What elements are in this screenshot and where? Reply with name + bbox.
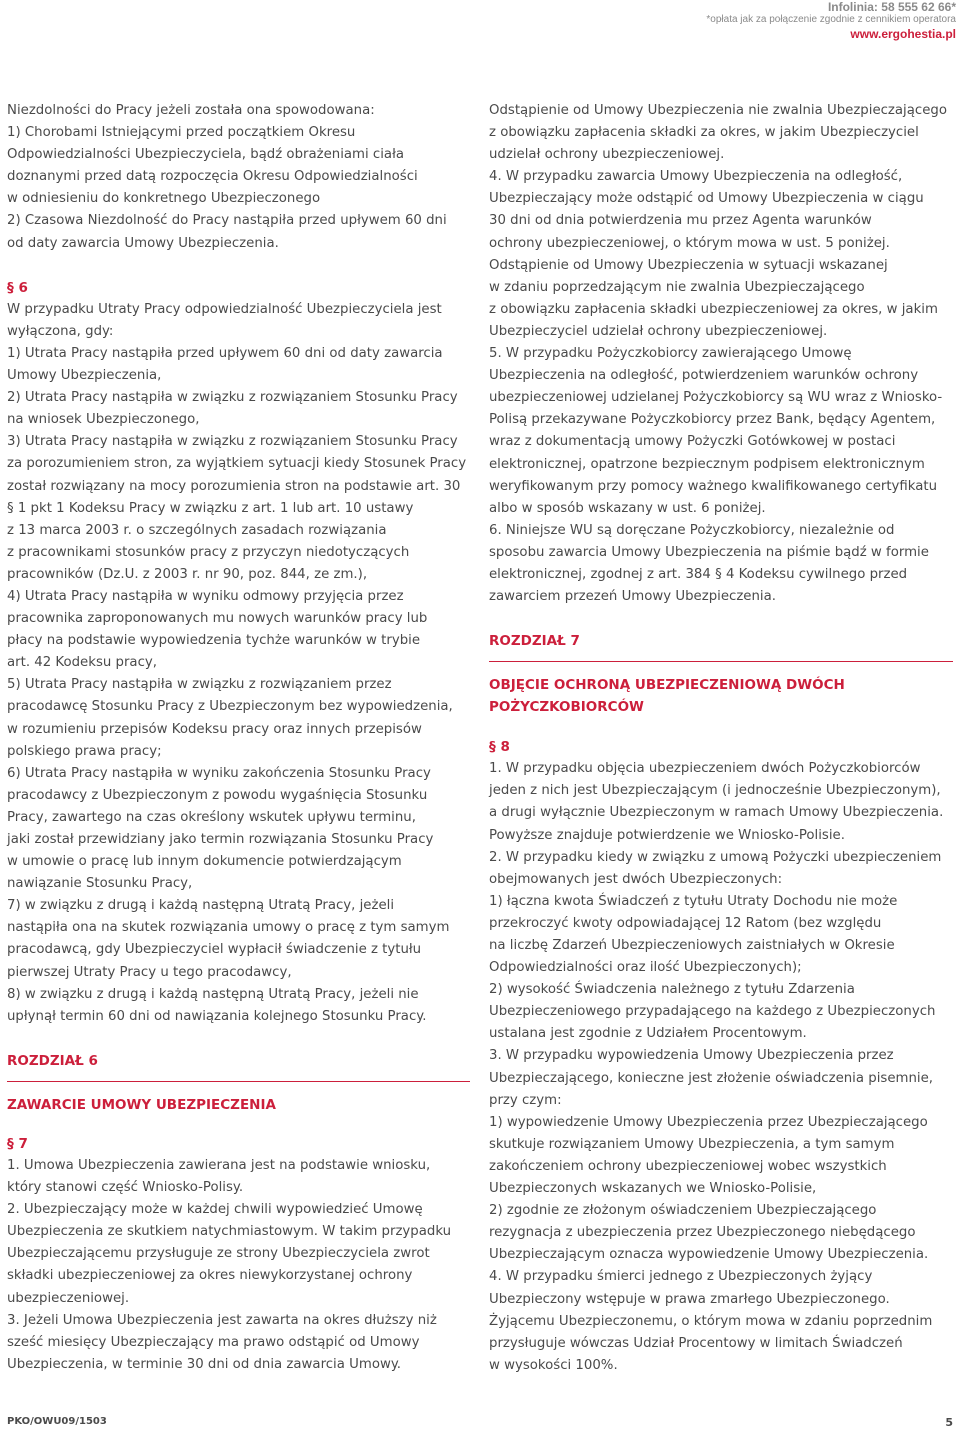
section-8-text: 1. W przypadku objęcia ubezpieczeniem dwóch Pożyczkobiorców jeden z nich jest Ubezpieczającym (i jednocześnie Ubezpieczonym), a drugi wyłącznie Ubezpieczonym w ramach Umowy Ubezpieczenia. Powyższe znajduje potwierdzenie we Wniosko-Polisie. 2. W przypadku kiedy w związku z umową Pożyczki ubezpieczeniem obejmowanych jest dwóch Ubezpieczonych: 1) łączna kwota Świadczeń z tytułu Utraty Dochodu nie może przekroczyć kwoty odpowiadającej 12 Ratom (bez względu na liczbę Zdarzeń Ubezpieczeniowych zaistniałych w Okresie Odpowiedzialności oraz ilość Ubezpieczonych); 2) wysokość Świadczenia należnego z tytułu Zdarzenia Ubezpieczeniowego przypadającego na każdego z Ubezpieczonych ustalana jest zgodnie z Udziałem Procentowym. 3. W przypadku wypowiedzenia Umowy Ubezpieczenia przez Ubezpieczającego, konieczne jest złożenie oświadczenia pisemnie, przy czym: 1) wypowiedzenie Umowy Ubezpieczenia przez Ubezpieczającego skutkuje rozwiązaniem Umowy Ubezpieczenia, a tym samym zakończeniem ochrony ubezpieczeniowej wobec wszystkich Ubezpieczonych wskazanych we Wniosko-Polisie, 2) zgodnie ze złożonym oświadczeniem Ubezpieczającego rezygnacja z ubezpieczenia przez Ubezpieczonego niebędącego Ubezpieczającym oznacza wypowiedzenie Umowy Ubezpieczenia. 4. W przypadku śmierci jednego z Ubezpieczonych żyjący Ubezpieczony wstępuje w prawa zmarłego Ubezpieczonego. Żyjącemu Ubezpieczonemu, o którym mowa w zdaniu poprzednim przysługuje wówczas Udział Procentowy w limitach Świadczeń w wysokości 100%. — [489, 761, 944, 1373]
right-intro-text: Odstąpienie od Umowy Ubezpieczenia nie zwalnia Ubezpieczającego z obowiązku zapłacenia składki za okres, w jakim Ubezpieczyciel udzielał ochrony ubezpieczeniowej. 4. W przypadku zawarcia Umowy Ubezpieczenia na odległość, Ubezpieczający może odstąpić od Umowy Ubezpieczenia w ciągu 30 dni od dnia potwierdzenia mu przez Agenta warunków ochrony ubezpieczeniowej, o którym mowa w ust. 5 poniżej. Odstąpienie od Umowy Ubezpieczenia w sytuacji wskazanej w zdaniu poprzedzającym nie zwalnia Ubezpieczającego z obowiązku zapłacenia składki ubezpieczeniowej za okres, w jakim Ubezpieczyciel udzielał ochrony ubezpieczeniowej. 5. W przypadku Pożyczkobiorcy zawierającego Umowę Ubezpieczenia na odległość, potwierdzeniem warunków ochrony ubezpieczeniowej udzielanej Pożyczkobiorcy są WU wraz z Wniosko- Polisą przekazywane Pożyczkobiorcy przez Bank, będący Agentem, wraz z dokumentacją umowy Pożyczki Gotówkowej w postaci elektronicznej, opatrzone bezpiecznym podpisem elektronicznym weryfikowanym przy pomocy ważnego kwalifikowanego certyfikatu albo w sposób wskazany w ust. 6 poniżej. 6. Niniejsze WU są doręczane Pożyczkobiorcy, niezależnie od sposobu zawarcia Umowy Ubezpieczenia na piśmie bądź w formie elektronicznej, zgodnej z art. 384 § 4 Kodeksu cywilnego przed zawarciem przezeń Umowy Ubezpieczenia. — [489, 103, 947, 605]
right-column — [489, 100, 953, 1377]
chapter-7-title: OBJĘCIE OCHRONĄ UBEZPIECZENIOWĄ DWÓCH POŻYCZKOBIORCÓW — [489, 677, 845, 716]
hotline-fee-note: *opłata jak za połączenie zgodnie z cennikiem operatora — [706, 14, 956, 25]
left-column — [7, 100, 470, 1376]
section-7-text: 1. Umowa Ubezpieczenia zawierana jest na podstawie wniosku, który stanowi część Wniosko-Polisy. 2. Ubezpieczający może w każdej chwili wypowiedzieć Umowę Ubezpieczenia ze skutkiem natychmiastowym. W takim przypadku Ubezpieczającemu przysługuje ze strony Ubezpieczyciela zwrot składki ubezpieczeniowej za okres niewykorzystanej ochrony ubezpieczeniowej. 3. Jeżeli Umowa Ubezpieczenia jest zawarta na okres dłuższy niż sześć miesięcy Ubezpieczający ma prawo odstąpić od Umowy Ubezpieczenia, w terminie 30 dni od dnia zawarcia Umowy. — [7, 1157, 452, 1372]
document-code: PKO/OWU09/1503 — [7, 1416, 107, 1427]
chapter-6-title: ZAWARCIE UMOWY UBEZPIECZENIA — [7, 1096, 276, 1113]
section-6-text: W przypadku Utraty Pracy odpowiedzialność Ubezpieczyciela jest wyłączona, gdy: 1) Utrata Pracy nastąpiła przed upływem 60 dni od daty zawarcia Umowy Ubezpieczenia, 2) Utrata Pracy nastąpiła w związku z rozwiązaniem Stosunku Pracy na wniosek Ubezpieczonego, 3) Utrata Pracy nastąpiła w związku z rozwiązaniem Stosunku Pracy za porozumieniem stron, za wyjątkiem sytuacji kiedy Stosunek Pracy został rozwiązany na mocy porozumienia stron na podstawie art. 30 § 1 pkt 1 Kodeksu Pracy w związku z art. 1 lub art. 10 ustawy z 13 marca 2003 r. o szczególnych zasadach rozwiązania z pracownikami stosunków pracy z przyczyn niedotyczących pracowników (Dz.U. z 2003 r. nr 90, poz. 844, ze zm.), 4) Utrata Pracy nastąpiła w wyniku odmowy przyjęcia przez pracownika zaproponowanych mu nowych warunków pracy lub płacy na podstawie wypowiedzenia tychże warunków w trybie art. 42 Kodeksu pracy, 5) Utrata Pracy nastąpiła w związku z rozwiązaniem przez pracodawcę Stosunku Pracy z Ubezpieczonym bez wypowiedzenia, w rozumieniu przepisów Kodeksu pracy oraz innych przepisów polskiego prawa pracy; 6) Utrata Pracy nastąpiła w wyniku zakończenia Stosunku Pracy pracodawcy z Ubezpieczonym z powodu wygaśnięcia Stosunku Pracy, zawartego na czas określony wskutek upływu terminu, jaki został przewidziany jako termin rozwiązania Stosunku Pracy w umowie o pracę lub innym dokumencie potwierdzającym nawiązanie Stosunku Pracy, 7) w związku z drugą i każdą następną Utratą Pracy, jeżeli nastąpiła ona na skutek rozwiązania umowy o pracę z tym samym pracodawcą, gdy Ubezpieczyciel wypłacił świadczenie z tytułu pierwszej Utraty Pracy u tego pracodawcy, 8) w związku z drugą i każdą następną Utratą Pracy, jeżeli nie upłynął termin 60 dni od nawiązania kolejnego Stosunku Pracy. — [7, 301, 467, 1024]
section-8-heading: § 8 — [489, 739, 510, 756]
chapter-6-label: ROZDZIAŁ 6 — [7, 1052, 98, 1069]
hotline-number: Infolinia: 58 555 62 66* — [827, 0, 956, 14]
chapter-7-label: ROZDZIAŁ 7 — [489, 633, 580, 650]
section-7-heading: § 7 — [7, 1135, 28, 1152]
header — [0, 0, 960, 41]
section-6-heading: § 6 — [7, 279, 28, 296]
website-link[interactable]: www.ergohestia.pl — [850, 27, 956, 41]
page-number: 5 — [945, 1416, 953, 1429]
left-intro-text: Niezdolności do Pracy jeżeli została ona spowodowana: 1) Chorobami Istniejącymi przed początkiem Okresu Odpowiedzialności Ubezpieczyciela, bądź obrażeniami ciała doznanymi przed datą rozpoczęcia Okresu Odpowiedzialności w odniesieniu do konkretnego Ubezpieczonego 2) Czasowa Niezdolność do Pracy nastąpiła przed upływem 60 dni od daty zawarcia Umowy Ubezpieczenia. — [7, 103, 447, 251]
